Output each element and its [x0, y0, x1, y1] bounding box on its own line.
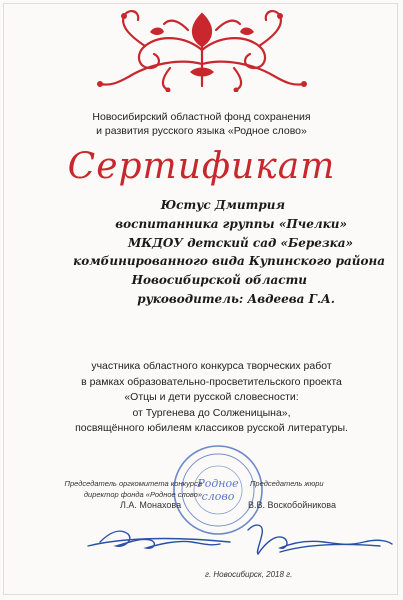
- stamp-center-text-1: Родное: [197, 477, 239, 490]
- recipient-supervisor: руководитель: Авдеева Г.А.: [137, 291, 335, 306]
- organization-line-1: Новосибирский областной фонд сохранения: [92, 111, 311, 123]
- organization-name: [60, 110, 343, 138]
- left-role-2: директор фонда «Родное слово»: [83, 490, 202, 499]
- recipient-name: Юстус Дмитрия: [160, 198, 285, 212]
- recipient-school: МКДОУ детский сад «Березка»: [127, 235, 353, 250]
- recipient-block: [20, 196, 395, 309]
- left-signatory-name: Л.А. Монахова: [120, 500, 182, 510]
- handwritten-signatures-icon: [80, 512, 400, 562]
- body-line-4: от Тургенева до Солженицына»,: [132, 406, 291, 419]
- stamp-center-text-2: слово: [201, 490, 235, 503]
- certificate-body: [40, 359, 383, 437]
- body-line-1: участника областного конкурса творческих работ: [91, 360, 332, 372]
- body-line-5: посвящённого юбилеям классиков русской литературы.: [75, 422, 348, 434]
- left-role-1: Председатель оргкомитета конкурса: [64, 479, 202, 488]
- certificate-title: Сертификат: [67, 146, 336, 187]
- body-line-2: в рамках образовательно-просветительского проекта: [81, 375, 342, 388]
- recipient-district: комбинированного вида Купинского района: [73, 254, 385, 269]
- right-signatory-role: [250, 478, 380, 489]
- body-line-3: «Отцы и дети русской словесности:: [124, 391, 299, 403]
- recipient-group: воспитанника группы «Пчелки»: [115, 216, 347, 231]
- right-signatory-name: В.В. Воскобойникова: [248, 500, 336, 510]
- organization-line-2: и развития русского языка «Родное слово»: [96, 125, 307, 137]
- floral-ornament-icon: [90, 6, 315, 92]
- left-signatory-roles: [52, 478, 202, 500]
- right-role: Председатель жюри: [250, 479, 324, 488]
- city-date: г. Новосибирск, 2018 г.: [205, 570, 293, 579]
- recipient-region: Новосибирской области: [131, 273, 307, 288]
